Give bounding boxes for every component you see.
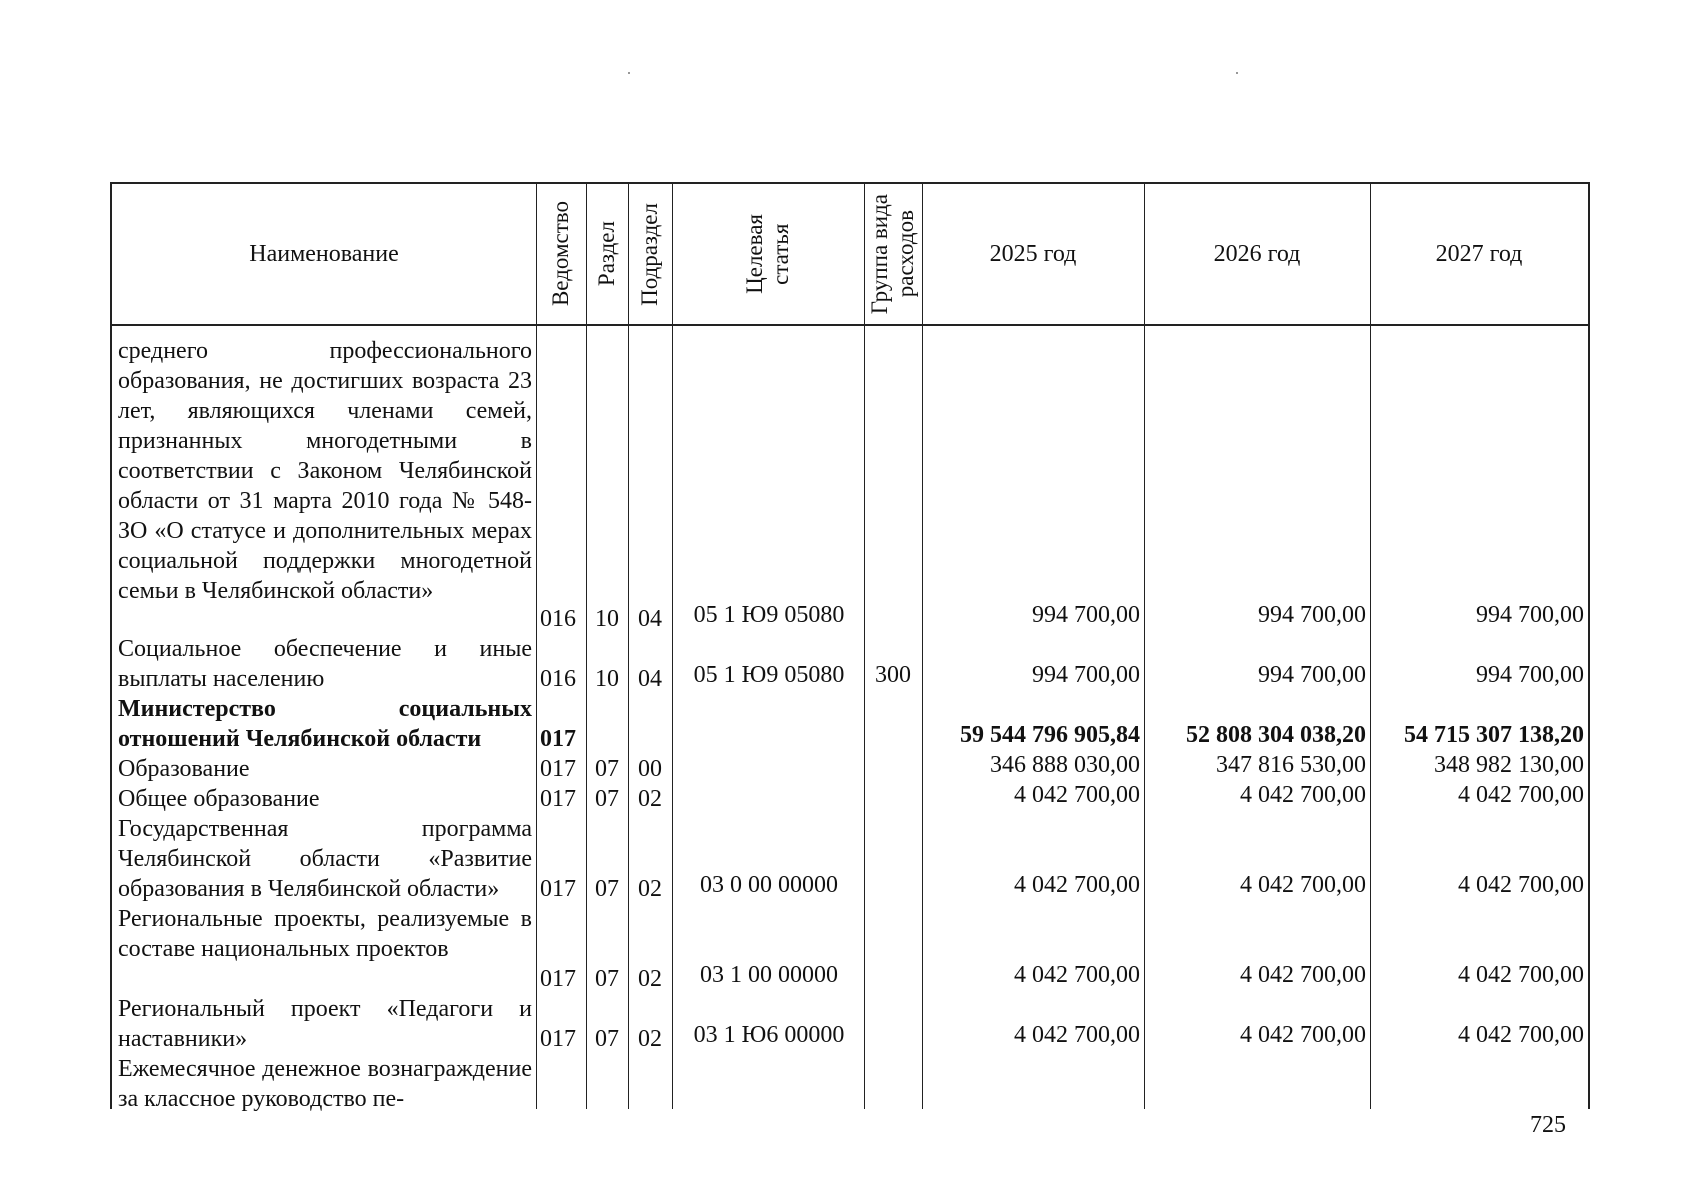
- cell-2025: 4 042 700,00: [1014, 782, 1140, 808]
- table-row: [112, 634, 1588, 694]
- table-row: [112, 994, 1588, 1054]
- row-name: Государственная программа Челябинской области «Развитие образования в Челябинской области»: [118, 816, 532, 902]
- cell-2025: 4 042 700,00: [1014, 962, 1140, 988]
- cell-celevaya: 05 1 Ю9 05080: [693, 602, 845, 628]
- cell-podrazdel: 04: [638, 666, 662, 692]
- header-celevaya: Целевая статья: [742, 214, 793, 294]
- cell-2026: 4 042 700,00: [1240, 1022, 1366, 1048]
- cell-ved: 017: [540, 756, 576, 782]
- table-row: [112, 814, 1588, 904]
- cell-2027: 4 042 700,00: [1458, 782, 1584, 808]
- row-name: Региональный проект «Педагоги и наставники»: [118, 996, 532, 1052]
- cell-razdel: 07: [595, 966, 619, 992]
- cell-2025: 4 042 700,00: [1014, 872, 1140, 898]
- cell-celevaya: 03 1 00 00000: [700, 962, 838, 988]
- cell-ved: 017: [540, 786, 576, 812]
- table-row: [112, 754, 1588, 784]
- header-ved: Ведомство: [548, 201, 573, 307]
- table-row: [112, 694, 1588, 754]
- cell-2027: 4 042 700,00: [1458, 962, 1584, 988]
- cell-celevaya: 03 1 Ю6 00000: [693, 1022, 845, 1048]
- cell-ved: 017: [540, 1026, 576, 1052]
- table-row: [112, 784, 1588, 814]
- cell-razdel: 10: [595, 666, 619, 692]
- cell-2027: 54 715 307 138,20: [1404, 722, 1584, 748]
- cell-razdel: 07: [595, 756, 619, 782]
- cell-2026: 4 042 700,00: [1240, 962, 1366, 988]
- row-name: среднего профессионального образования, не достигших возраста 23 лет, являющихся членами семей, признанных многодетными в соответствии с Законом Челябинской области от 31 марта 2010 года № 548-ЗО «О статусе и дополнительных мерах социальной поддержки многодетной семьи в Челябинской области»: [118, 338, 532, 604]
- cell-celevaya: 03 0 00 00000: [700, 872, 838, 898]
- header-2025: 2025 год: [989, 240, 1077, 267]
- cell-celevaya: 05 1 Ю9 05080: [693, 662, 845, 688]
- row-name: Социальное обеспечение и иные выплаты населению: [118, 636, 532, 692]
- cell-2025: 994 700,00: [1032, 662, 1140, 688]
- cell-ved: 016: [540, 606, 576, 632]
- cell-2027: 994 700,00: [1476, 662, 1584, 688]
- cell-2026: 347 816 530,00: [1216, 752, 1366, 778]
- cell-podrazdel: 00: [638, 756, 662, 782]
- table-row: [112, 1054, 1588, 1114]
- header-2027: 2027 год: [1435, 240, 1523, 267]
- cell-2025: 59 544 796 905,84: [960, 722, 1140, 748]
- table-row: [112, 336, 1588, 634]
- cell-2025: 346 888 030,00: [990, 752, 1140, 778]
- scan-speck: [1236, 72, 1238, 74]
- cell-ved: 016: [540, 666, 576, 692]
- cell-ved: 017: [540, 966, 576, 992]
- cell-2026: 52 808 304 038,20: [1186, 722, 1366, 748]
- cell-razdel: 07: [595, 1026, 619, 1052]
- cell-2025: 4 042 700,00: [1014, 1022, 1140, 1048]
- table-row: [112, 904, 1588, 994]
- scan-speck: [628, 72, 630, 74]
- cell-2027: 4 042 700,00: [1458, 872, 1584, 898]
- row-name: Министерство социальных отношений Челябинской области: [118, 696, 532, 752]
- cell-razdel: 10: [595, 606, 619, 632]
- cell-ved: 017: [540, 876, 576, 902]
- header-name: Наименование: [249, 240, 399, 267]
- header-podrazdel: Подраздел: [637, 202, 662, 306]
- cell-2027: 4 042 700,00: [1458, 1022, 1584, 1048]
- row-name: Ежемесячное денежное вознаграждение за классное руководство пе-: [118, 1056, 532, 1112]
- cell-2027: 348 982 130,00: [1434, 752, 1584, 778]
- cell-gruppa: 300: [875, 662, 911, 688]
- cell-ved: 017: [540, 726, 576, 752]
- header-gruppa: Группа вида расходов: [867, 193, 918, 315]
- cell-podrazdel: 02: [638, 966, 662, 992]
- header-2026: 2026 год: [1213, 240, 1301, 267]
- cell-razdel: 07: [595, 786, 619, 812]
- cell-podrazdel: 04: [638, 606, 662, 632]
- row-name: Региональные проекты, реализуемые в составе национальных проектов: [118, 906, 532, 962]
- cell-2026: 994 700,00: [1258, 602, 1366, 628]
- cell-2026: 4 042 700,00: [1240, 872, 1366, 898]
- row-name: Образование: [118, 756, 250, 782]
- page-number: 725: [1530, 1112, 1566, 1138]
- header-razdel: Раздел: [594, 221, 619, 287]
- cell-podrazdel: 02: [638, 1026, 662, 1052]
- cell-podrazdel: 02: [638, 876, 662, 902]
- cell-2025: 994 700,00: [1032, 602, 1140, 628]
- cell-razdel: 07: [595, 876, 619, 902]
- cell-podrazdel: 02: [638, 786, 662, 812]
- cell-2027: 994 700,00: [1476, 602, 1584, 628]
- cell-2026: 4 042 700,00: [1240, 782, 1366, 808]
- row-name: Общее образование: [118, 786, 320, 812]
- cell-2026: 994 700,00: [1258, 662, 1366, 688]
- budget-table: [110, 182, 1590, 1112]
